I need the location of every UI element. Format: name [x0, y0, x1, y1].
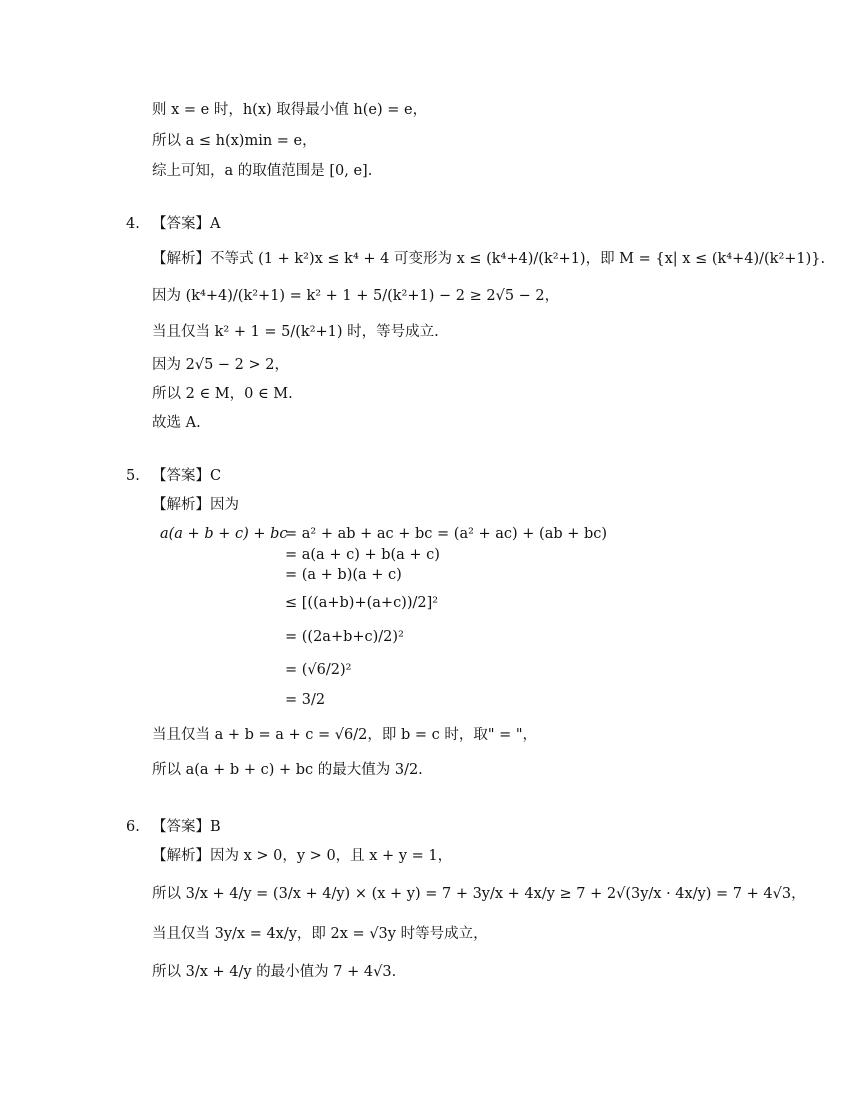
text-line: 所以 a ≤ h(x)min = e，	[152, 133, 317, 149]
equation-step: ≤ [((a+b)+(a+c))/2]²	[285, 595, 439, 611]
solution-line: 因为 (k⁴+4)/(k²+1) = k² + 1 + 5/(k²+1) − 2 ≥ 2√5 − 2，	[152, 288, 560, 304]
equation-step: = (√6/2)²	[285, 662, 352, 678]
question-number: 5.	[126, 468, 140, 484]
solution-line: 所以 2 ∈ M，0 ∈ M.	[152, 386, 293, 402]
question-number: 4.	[126, 216, 140, 232]
solution-line: 【解析】不等式 (1 + k²)x ≤ k⁴ + 4 可变形为 x ≤ (k⁴+4)/(k²+1)，即 M = {x| x ≤ (k⁴+4)/(k²+1)}.	[152, 251, 826, 267]
equation-lhs: a(a + b + c) + bc	[160, 526, 288, 542]
equation-step: = ((2a+b+c)/2)²	[285, 629, 404, 645]
answer-label: 【答案】A	[152, 216, 221, 232]
solution-line: 因为 2√5 − 2 > 2，	[152, 357, 289, 373]
text-line: 综上可知，a 的取值范围是 [0, e].	[152, 163, 373, 179]
equation-step: = 3/2	[285, 692, 326, 708]
solution-line: 当且仅当 a + b = a + c = √6/2，即 b = c 时，取" = "，	[152, 727, 538, 743]
equation-step: = a² + ab + ac + bc = (a² + ac) + (ab + bc)	[285, 526, 608, 542]
question-number: 6.	[126, 819, 140, 835]
text-line: 则 x = e 时，h(x) 取得最小值 h(e) = e，	[152, 102, 428, 118]
answer-label: 【答案】C	[152, 468, 222, 484]
solution-line: 当且仅当 3y/x = 4x/y，即 2x = √3y 时等号成立，	[152, 926, 488, 942]
solution-line: 所以 3/x + 4/y = (3/x + 4/y) × (x + y) = 7 + 3y/x + 4x/y ≥ 7 + 2√(3y/x · 4x/y) = 7 + 4√3，	[152, 886, 806, 902]
solution-line: 当且仅当 k² + 1 = 5/(k²+1) 时，等号成立.	[152, 324, 439, 340]
solution-line: 所以 a(a + b + c) + bc 的最大值为 3/2.	[152, 762, 423, 778]
equation-step: = (a + b)(a + c)	[285, 567, 402, 583]
solution-line: 【解析】因为 x > 0，y > 0，且 x + y = 1，	[152, 848, 453, 864]
answer-label: 【答案】B	[152, 819, 221, 835]
equation-step: = a(a + c) + b(a + c)	[285, 547, 440, 563]
solution-line: 所以 3/x + 4/y 的最小值为 7 + 4√3.	[152, 964, 397, 980]
solution-intro: 【解析】因为	[152, 497, 239, 513]
solution-line: 故选 A.	[152, 415, 201, 431]
